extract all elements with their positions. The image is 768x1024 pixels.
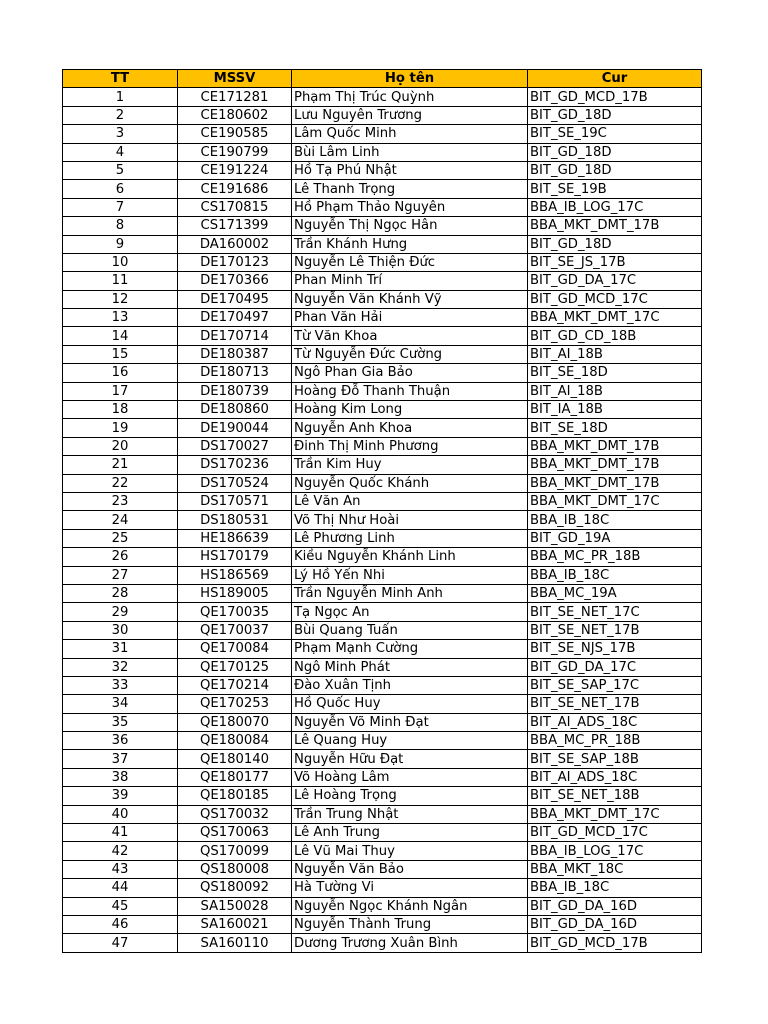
cell-ho-ten[interactable]: Lâm Quốc Minh (292, 125, 528, 143)
cell-tt[interactable]: 43 (63, 860, 178, 878)
cell-tt[interactable]: 32 (63, 658, 178, 676)
cell-cur[interactable]: BBA_MC_19A (528, 584, 702, 602)
cell-tt[interactable]: 34 (63, 695, 178, 713)
cell-tt[interactable]: 29 (63, 603, 178, 621)
cell-tt[interactable]: 3 (63, 125, 178, 143)
cell-mssv[interactable]: CE190585 (178, 125, 292, 143)
cell-tt[interactable]: 4 (63, 143, 178, 161)
cell-cur[interactable]: BBA_IB_LOG_17C (528, 198, 702, 216)
cell-cur[interactable]: BIT_AI_ADS_18C (528, 768, 702, 786)
cell-mssv[interactable]: DE170714 (178, 327, 292, 345)
cell-mssv[interactable]: DS170027 (178, 437, 292, 455)
cell-cur[interactable]: BBA_MKT_DMT_17C (528, 805, 702, 823)
cell-mssv[interactable]: CS170815 (178, 198, 292, 216)
cell-ho-ten[interactable]: Nguyễn Hữu Đạt (292, 750, 528, 768)
cell-mssv[interactable]: HE186639 (178, 529, 292, 547)
cell-cur[interactable]: BIT_SE_NET_17C (528, 603, 702, 621)
cell-ho-ten[interactable]: Hồ Quốc Huy (292, 695, 528, 713)
header-tt[interactable]: TT (63, 70, 178, 88)
cell-tt[interactable]: 27 (63, 566, 178, 584)
cell-mssv[interactable]: DS170571 (178, 492, 292, 510)
cell-ho-ten[interactable]: Tạ Ngọc An (292, 603, 528, 621)
table-body (63, 88, 702, 952)
cell-cur[interactable]: BIT_GD_18D (528, 143, 702, 161)
table-row (63, 511, 702, 529)
cell-tt[interactable]: 33 (63, 676, 178, 694)
table-row (63, 915, 702, 933)
cell-mssv[interactable]: QE170214 (178, 676, 292, 694)
cell-mssv[interactable]: CE190799 (178, 143, 292, 161)
cell-tt[interactable]: 19 (63, 419, 178, 437)
table-row (63, 658, 702, 676)
cell-tt[interactable]: 21 (63, 456, 178, 474)
cell-tt[interactable]: 28 (63, 584, 178, 602)
cell-tt[interactable]: 25 (63, 529, 178, 547)
cell-cur[interactable]: BIT_AI_ADS_18C (528, 713, 702, 731)
table-row (63, 290, 702, 308)
cell-cur[interactable]: BBA_MKT_DMT_17B (528, 474, 702, 492)
cell-mssv[interactable]: CE191224 (178, 161, 292, 179)
cell-cur[interactable]: BIT_IA_18B (528, 401, 702, 419)
table-row (63, 125, 702, 143)
cell-ho-ten[interactable]: Lê Anh Trung (292, 824, 528, 842)
table-row (63, 492, 702, 510)
cell-mssv[interactable]: QS170032 (178, 805, 292, 823)
cell-mssv[interactable]: CS171399 (178, 217, 292, 235)
table-row (63, 364, 702, 382)
cell-tt[interactable]: 40 (63, 805, 178, 823)
cell-mssv[interactable]: QE170125 (178, 658, 292, 676)
table-row (63, 309, 702, 327)
cell-mssv[interactable]: QS180092 (178, 879, 292, 897)
cell-cur[interactable]: BIT_GD_DA_17C (528, 658, 702, 676)
table-header (63, 70, 702, 88)
cell-ho-ten[interactable]: Phan Văn Hải (292, 309, 528, 327)
cell-tt[interactable]: 41 (63, 824, 178, 842)
student-table (62, 69, 702, 953)
table-row (63, 198, 702, 216)
cell-ho-ten[interactable]: Lê Thanh Trọng (292, 180, 528, 198)
table-row (63, 456, 702, 474)
table-row (63, 437, 702, 455)
cell-ho-ten[interactable]: Đào Xuân Tịnh (292, 676, 528, 694)
cell-mssv[interactable]: QS170063 (178, 824, 292, 842)
table-row (63, 603, 702, 621)
cell-tt[interactable]: 12 (63, 290, 178, 308)
cell-cur[interactable]: BIT_GD_MCD_17B (528, 934, 702, 952)
cell-ho-ten[interactable]: Nguyễn Lê Thiện Đức (292, 253, 528, 271)
cell-tt[interactable]: 31 (63, 640, 178, 658)
cell-cur[interactable]: BIT_GD_MCD_17C (528, 824, 702, 842)
cell-cur[interactable]: BIT_SE_NET_17B (528, 695, 702, 713)
cell-mssv[interactable]: QE170253 (178, 695, 292, 713)
cell-tt[interactable]: 16 (63, 364, 178, 382)
table-row (63, 566, 702, 584)
cell-ho-ten[interactable]: Nguyễn Thị Ngọc Hân (292, 217, 528, 235)
table-row (63, 713, 702, 731)
cell-ho-ten[interactable]: Đinh Thị Minh Phương (292, 437, 528, 455)
table-row (63, 842, 702, 860)
cell-mssv[interactable]: HS186569 (178, 566, 292, 584)
cell-cur[interactable]: BIT_SE_JS_17B (528, 253, 702, 271)
table-row (63, 860, 702, 878)
cell-cur[interactable]: BIT_GD_DA_16D (528, 915, 702, 933)
cell-cur[interactable]: BIT_GD_MCD_17C (528, 290, 702, 308)
cell-mssv[interactable]: QE180177 (178, 768, 292, 786)
cell-tt[interactable]: 38 (63, 768, 178, 786)
cell-ho-ten[interactable]: Nguyễn Văn Khánh Vỹ (292, 290, 528, 308)
table-row (63, 106, 702, 124)
cell-mssv[interactable]: SA160021 (178, 915, 292, 933)
cell-cur[interactable]: BBA_MKT_DMT_17B (528, 456, 702, 474)
table-row (63, 897, 702, 915)
cell-cur[interactable]: BBA_MKT_DMT_17C (528, 492, 702, 510)
cell-ho-ten[interactable]: Từ Văn Khoa (292, 327, 528, 345)
cell-tt[interactable]: 20 (63, 437, 178, 455)
cell-tt[interactable]: 14 (63, 327, 178, 345)
cell-ho-ten[interactable]: Phạm Mạnh Cường (292, 640, 528, 658)
table-row (63, 805, 702, 823)
cell-ho-ten[interactable]: Hồ Phạm Thảo Nguyên (292, 198, 528, 216)
table-row (63, 161, 702, 179)
cell-mssv[interactable]: CE191686 (178, 180, 292, 198)
cell-tt[interactable]: 15 (63, 345, 178, 363)
cell-tt[interactable]: 1 (63, 88, 178, 106)
cell-ho-ten[interactable]: Bùi Lâm Linh (292, 143, 528, 161)
cell-ho-ten[interactable]: Hoàng Kim Long (292, 401, 528, 419)
table-row (63, 401, 702, 419)
cell-mssv[interactable]: CE171281 (178, 88, 292, 106)
table-row (63, 640, 702, 658)
table-row (63, 382, 702, 400)
table-row (63, 419, 702, 437)
table-row (63, 217, 702, 235)
cell-ho-ten[interactable]: Ngô Minh Phát (292, 658, 528, 676)
cell-tt[interactable]: 36 (63, 732, 178, 750)
cell-mssv[interactable]: HS189005 (178, 584, 292, 602)
cell-cur[interactable]: BIT_SE_SAP_18B (528, 750, 702, 768)
cell-cur[interactable]: BIT_SE_NET_17B (528, 621, 702, 639)
cell-mssv[interactable]: QS170099 (178, 842, 292, 860)
cell-tt[interactable]: 8 (63, 217, 178, 235)
cell-mssv[interactable]: QE170084 (178, 640, 292, 658)
cell-ho-ten[interactable]: Từ Nguyễn Đức Cường (292, 345, 528, 363)
cell-ho-ten[interactable]: Trần Trung Nhật (292, 805, 528, 823)
cell-tt[interactable]: 5 (63, 161, 178, 179)
table-row (63, 235, 702, 253)
cell-tt[interactable]: 44 (63, 879, 178, 897)
cell-tt[interactable]: 18 (63, 401, 178, 419)
cell-tt[interactable]: 39 (63, 787, 178, 805)
cell-tt[interactable]: 37 (63, 750, 178, 768)
cell-cur[interactable]: BIT_AI_18B (528, 382, 702, 400)
cell-tt[interactable]: 46 (63, 915, 178, 933)
cell-cur[interactable]: BIT_SE_NET_18B (528, 787, 702, 805)
table-row (63, 621, 702, 639)
cell-ho-ten[interactable]: Kiều Nguyễn Khánh Linh (292, 548, 528, 566)
cell-tt[interactable]: 45 (63, 897, 178, 915)
cell-ho-ten[interactable]: Lê Quang Huy (292, 732, 528, 750)
cell-mssv[interactable]: DS170524 (178, 474, 292, 492)
cell-mssv[interactable]: DS170236 (178, 456, 292, 474)
header-row (63, 70, 702, 88)
cell-tt[interactable]: 23 (63, 492, 178, 510)
header-cur[interactable]: Cur (528, 70, 702, 88)
cell-mssv[interactable]: DE170497 (178, 309, 292, 327)
cell-cur[interactable]: BIT_SE_18D (528, 419, 702, 437)
table-row (63, 695, 702, 713)
cell-cur[interactable]: BBA_IB_18C (528, 879, 702, 897)
cell-ho-ten[interactable]: Võ Thị Như Hoài (292, 511, 528, 529)
cell-ho-ten[interactable]: Dương Trương Xuân Bình (292, 934, 528, 952)
cell-mssv[interactable]: QS180008 (178, 860, 292, 878)
table-row (63, 474, 702, 492)
table-row (63, 345, 702, 363)
cell-cur[interactable]: BBA_MKT_DMT_17B (528, 437, 702, 455)
cell-mssv[interactable]: DA160002 (178, 235, 292, 253)
table-row (63, 529, 702, 547)
cell-ho-ten[interactable]: Nguyễn Văn Bảo (292, 860, 528, 878)
cell-mssv[interactable]: HS170179 (178, 548, 292, 566)
cell-mssv[interactable]: QE180185 (178, 787, 292, 805)
cell-cur[interactable]: BBA_MC_PR_18B (528, 548, 702, 566)
cell-ho-ten[interactable]: Hà Tường Vi (292, 879, 528, 897)
cell-cur[interactable]: BIT_GD_18D (528, 161, 702, 179)
header-mssv[interactable]: MSSV (178, 70, 292, 88)
cell-ho-ten[interactable]: Hoàng Đỗ Thanh Thuận (292, 382, 528, 400)
cell-cur[interactable]: BIT_GD_18D (528, 235, 702, 253)
cell-ho-ten[interactable]: Nguyễn Anh Khoa (292, 419, 528, 437)
cell-ho-ten[interactable]: Trần Khánh Hưng (292, 235, 528, 253)
cell-ho-ten[interactable]: Lê Vũ Mai Thuy (292, 842, 528, 860)
cell-tt[interactable]: 35 (63, 713, 178, 731)
cell-tt[interactable]: 9 (63, 235, 178, 253)
cell-ho-ten[interactable]: Nguyễn Võ Minh Đạt (292, 713, 528, 731)
cell-tt[interactable]: 10 (63, 253, 178, 271)
table-row (63, 327, 702, 345)
cell-tt[interactable]: 13 (63, 309, 178, 327)
cell-mssv[interactable]: DS180531 (178, 511, 292, 529)
table-row (63, 253, 702, 271)
cell-cur[interactable]: BIT_AI_18B (528, 345, 702, 363)
cell-tt[interactable]: 24 (63, 511, 178, 529)
cell-mssv[interactable]: SA160110 (178, 934, 292, 952)
cell-ho-ten[interactable]: Nguyễn Quốc Khánh (292, 474, 528, 492)
cell-cur[interactable]: BBA_MKT_DMT_17B (528, 217, 702, 235)
table-row (63, 934, 702, 952)
cell-mssv[interactable]: QE180084 (178, 732, 292, 750)
cell-mssv[interactable]: DE180739 (178, 382, 292, 400)
cell-cur[interactable]: BIT_SE_19B (528, 180, 702, 198)
cell-tt[interactable]: 30 (63, 621, 178, 639)
header-ho-ten[interactable]: Họ tên (292, 70, 528, 88)
cell-ho-ten[interactable]: Lưu Nguyên Trương (292, 106, 528, 124)
cell-tt[interactable]: 2 (63, 106, 178, 124)
cell-cur[interactable]: BIT_GD_CD_18B (528, 327, 702, 345)
cell-cur[interactable]: BIT_GD_18D (528, 106, 702, 124)
table-row (63, 272, 702, 290)
cell-tt[interactable]: 47 (63, 934, 178, 952)
table-row (63, 548, 702, 566)
cell-ho-ten[interactable]: Trần Nguyễn Minh Anh (292, 584, 528, 602)
cell-ho-ten[interactable]: Nguyễn Thành Trung (292, 915, 528, 933)
table-row (63, 88, 702, 106)
table-row (63, 143, 702, 161)
cell-cur[interactable]: BIT_SE_19C (528, 125, 702, 143)
cell-cur[interactable]: BBA_MC_PR_18B (528, 732, 702, 750)
table-row (63, 750, 702, 768)
cell-ho-ten[interactable]: Phan Minh Trí (292, 272, 528, 290)
cell-cur[interactable]: BBA_IB_18C (528, 566, 702, 584)
cell-mssv[interactable]: CE180602 (178, 106, 292, 124)
cell-cur[interactable]: BIT_GD_19A (528, 529, 702, 547)
cell-tt[interactable]: 11 (63, 272, 178, 290)
cell-mssv[interactable]: DE170123 (178, 253, 292, 271)
cell-ho-ten[interactable]: Lê Phương Linh (292, 529, 528, 547)
cell-tt[interactable]: 26 (63, 548, 178, 566)
table-row (63, 180, 702, 198)
cell-cur[interactable]: BBA_MKT_DMT_17C (528, 309, 702, 327)
table-row (63, 879, 702, 897)
cell-cur[interactable]: BBA_IB_18C (528, 511, 702, 529)
table-row (63, 824, 702, 842)
cell-cur[interactable]: BIT_SE_NJS_17B (528, 640, 702, 658)
table-row (63, 787, 702, 805)
cell-ho-ten[interactable]: Võ Hoàng Lâm (292, 768, 528, 786)
cell-ho-ten[interactable]: Hồ Tạ Phú Nhật (292, 161, 528, 179)
cell-tt[interactable]: 17 (63, 382, 178, 400)
cell-ho-ten[interactable]: Lê Hoàng Trọng (292, 787, 528, 805)
cell-mssv[interactable]: QE180070 (178, 713, 292, 731)
cell-tt[interactable]: 22 (63, 474, 178, 492)
cell-mssv[interactable]: QE170035 (178, 603, 292, 621)
cell-mssv[interactable]: SA150028 (178, 897, 292, 915)
cell-mssv[interactable]: QE180140 (178, 750, 292, 768)
cell-mssv[interactable]: DE190044 (178, 419, 292, 437)
cell-tt[interactable]: 6 (63, 180, 178, 198)
cell-cur[interactable]: BIT_GD_DA_17C (528, 272, 702, 290)
cell-cur[interactable]: BIT_SE_SAP_17C (528, 676, 702, 694)
cell-ho-ten[interactable]: Ngô Phan Gia Bảo (292, 364, 528, 382)
cell-ho-ten[interactable]: Trần Kim Huy (292, 456, 528, 474)
cell-mssv[interactable]: DE180387 (178, 345, 292, 363)
cell-cur[interactable]: BBA_IB_LOG_17C (528, 842, 702, 860)
cell-cur[interactable]: BIT_SE_18D (528, 364, 702, 382)
cell-cur[interactable]: BIT_GD_MCD_17B (528, 88, 702, 106)
cell-mssv[interactable]: DE180713 (178, 364, 292, 382)
cell-mssv[interactable]: DE180860 (178, 401, 292, 419)
table-row (63, 584, 702, 602)
table-row (63, 732, 702, 750)
table-row (63, 676, 702, 694)
cell-cur[interactable]: BBA_MKT_18C (528, 860, 702, 878)
cell-tt[interactable]: 42 (63, 842, 178, 860)
cell-ho-ten[interactable]: Phạm Thị Trúc Quỳnh (292, 88, 528, 106)
cell-tt[interactable]: 7 (63, 198, 178, 216)
cell-ho-ten[interactable]: Lê Văn An (292, 492, 528, 510)
cell-ho-ten[interactable]: Bùi Quang Tuấn (292, 621, 528, 639)
cell-ho-ten[interactable]: Nguyễn Ngọc Khánh Ngân (292, 897, 528, 915)
cell-ho-ten[interactable]: Lý Hồ Yến Nhi (292, 566, 528, 584)
cell-mssv[interactable]: DE170495 (178, 290, 292, 308)
cell-mssv[interactable]: QE170037 (178, 621, 292, 639)
cell-mssv[interactable]: DE170366 (178, 272, 292, 290)
cell-cur[interactable]: BIT_GD_DA_16D (528, 897, 702, 915)
table-row (63, 768, 702, 786)
